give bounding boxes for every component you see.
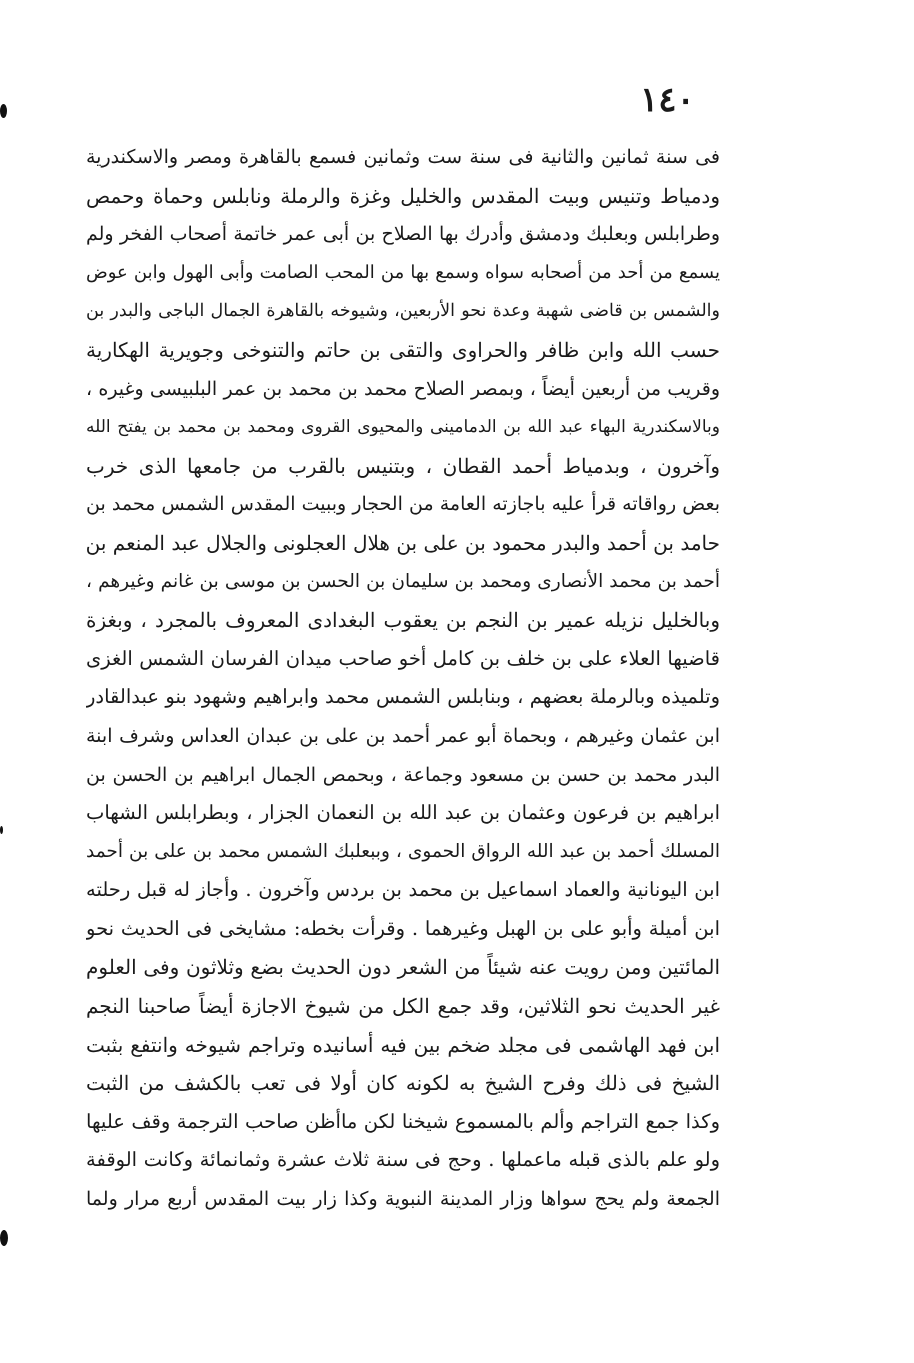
- text-line: ودمياط وتنيس وبيت المقدس والخليل وغزة والرملة ونابلس وحماة وحمص: [86, 183, 720, 208]
- text-line: وبالخليل نزيله عمير بن النجم بن يعقوب البغدادى المعروف بالمجرد ، وبغزة: [86, 608, 720, 633]
- text-line: ابن أميلة وأبو على بن الهبل وغيرهما . وقرأت بخطه: مشايخى فى الحديث نحو: [86, 916, 720, 940]
- text-line: وبالاسكندرية البهاء عبد الله بن الدمامينى والمحيوى القروى ومحمد بن محمد بن يفتح الله: [86, 417, 720, 438]
- text-line: فى سنة ثمانين والثانية فى سنة ست وثمانين فسمع بالقاهرة ومصر والاسكندرية: [86, 146, 720, 168]
- text-line: ابراهيم بن فرعون وعثمان بن عبد الله بن النعمان الجزار ، وبطرابلس الشهاب: [86, 801, 720, 825]
- body-text: [86, 138, 720, 1219]
- text-line: وقريب من أربعين أيضاً ، وبمصر الصلاح محمد بن محمد بن عمر البلبيسى وغيره ،: [86, 377, 720, 400]
- scan-mark: [0, 1230, 8, 1246]
- text-line: والشمس بن قاضى شهبة وعدة نحو الأربعين، وشيوخه بالقاهرة الجمال الباجى والبدر بن: [86, 301, 720, 322]
- text-line: غير الحديث نحو الثلاثين، وقد جمع الكل من شيوخ الاجازة أيضاً صاحبنا النجم: [86, 994, 720, 1019]
- scan-mark: [0, 104, 7, 118]
- text-line: ابن فهد الهاشمى فى مجلد ضخم بين فيه أسانيده وتراجم شيوخه وانتفع بثبت: [86, 1032, 720, 1057]
- text-line: وطرابلس وبعلبك ودمشق وأدرك بها الصلاح بن أبى عمر خاتمة أصحاب الفخر ولم: [86, 223, 720, 246]
- scan-mark: [0, 826, 3, 834]
- text-line: وآخرون ، وبدمياط أحمد القطان ، وبتنيس بالقرب من جامعها الذى خرب: [86, 453, 720, 478]
- text-line: قاضيها العلاء على بن خلف بن كامل أخو صاحب ميدان الفرسان الشمس الغزى: [86, 646, 720, 670]
- text-line: حسب الله وابن ظافر والحراوى والتقى بن حاتم والتنوخى وجويرية الهكارية: [86, 337, 720, 362]
- text-line: الجمعة ولم يحج سواها وزار المدينة النبوية وكذا زار بيت المقدس أربع مرار ولما: [86, 1188, 720, 1211]
- text-line: يسمع من أحد من أصحابه سواه وسمع بها من المحب الصامت وأبى الهول وابن عوض: [86, 261, 720, 283]
- text-line: ابن اليونانية والعماد اسماعيل بن محمد بن بردس وآخرون . وأجاز له قبل رحلته: [86, 878, 720, 902]
- text-line: وكذا جمع التراجم وألم بالمسموع شيخنا لكن ماأظن صاحب الترجمة وقف عليها: [86, 1109, 720, 1133]
- text-line: المسلك أحمد بن عبد الله الرواق الحموى ، وببعلبك الشمس محمد بن على بن أحمد: [86, 840, 720, 862]
- text-line: ولو علم بالذى قبله ماعملها . وحج فى سنة ثلاث عشرة وثمانمائة وكانت الوقفة: [86, 1148, 720, 1172]
- text-line: وتلميذه وبالرملة بعضهم ، وبنابلس الشمس محمد وابراهيم وشهود بنو عبدالقادر: [86, 685, 720, 709]
- text-line: أحمد بن محمد الأنصارى ومحمد بن سليمان بن الحسن بن موسى بن غانم وغيرهم ،: [86, 570, 720, 592]
- text-line: المائتين ومن رويت عنه شيئاً من الشعر دون الحديث بضع وثلاثون وفى العلوم: [86, 955, 720, 980]
- text-line: البدر محمد بن حسن بن مسعود وجماعة ، وبحمص الجمال ابراهيم بن الحسن بن: [86, 763, 720, 786]
- text-line: الشيخ فى ذلك وفرح الشيخ به لكونه كان أولا فى تعب بالكشف من الثبت: [86, 1071, 720, 1096]
- text-line: حامد بن أحمد والبدر محمود بن على بن هلال العجلونى والجلال عبد المنعم بن: [86, 530, 720, 555]
- text-line: ابن عثمان وغيرهم ، وبحماة أبو عمر أحمد بن على بن عبدان العداس وشرف ابنة: [86, 724, 720, 747]
- text-line: بعض رواقاته قرأ عليه باجازته العامة من الحجار وببيت المقدس الشمس محمد بن: [86, 493, 720, 516]
- page-number: ١٤٠: [640, 80, 695, 120]
